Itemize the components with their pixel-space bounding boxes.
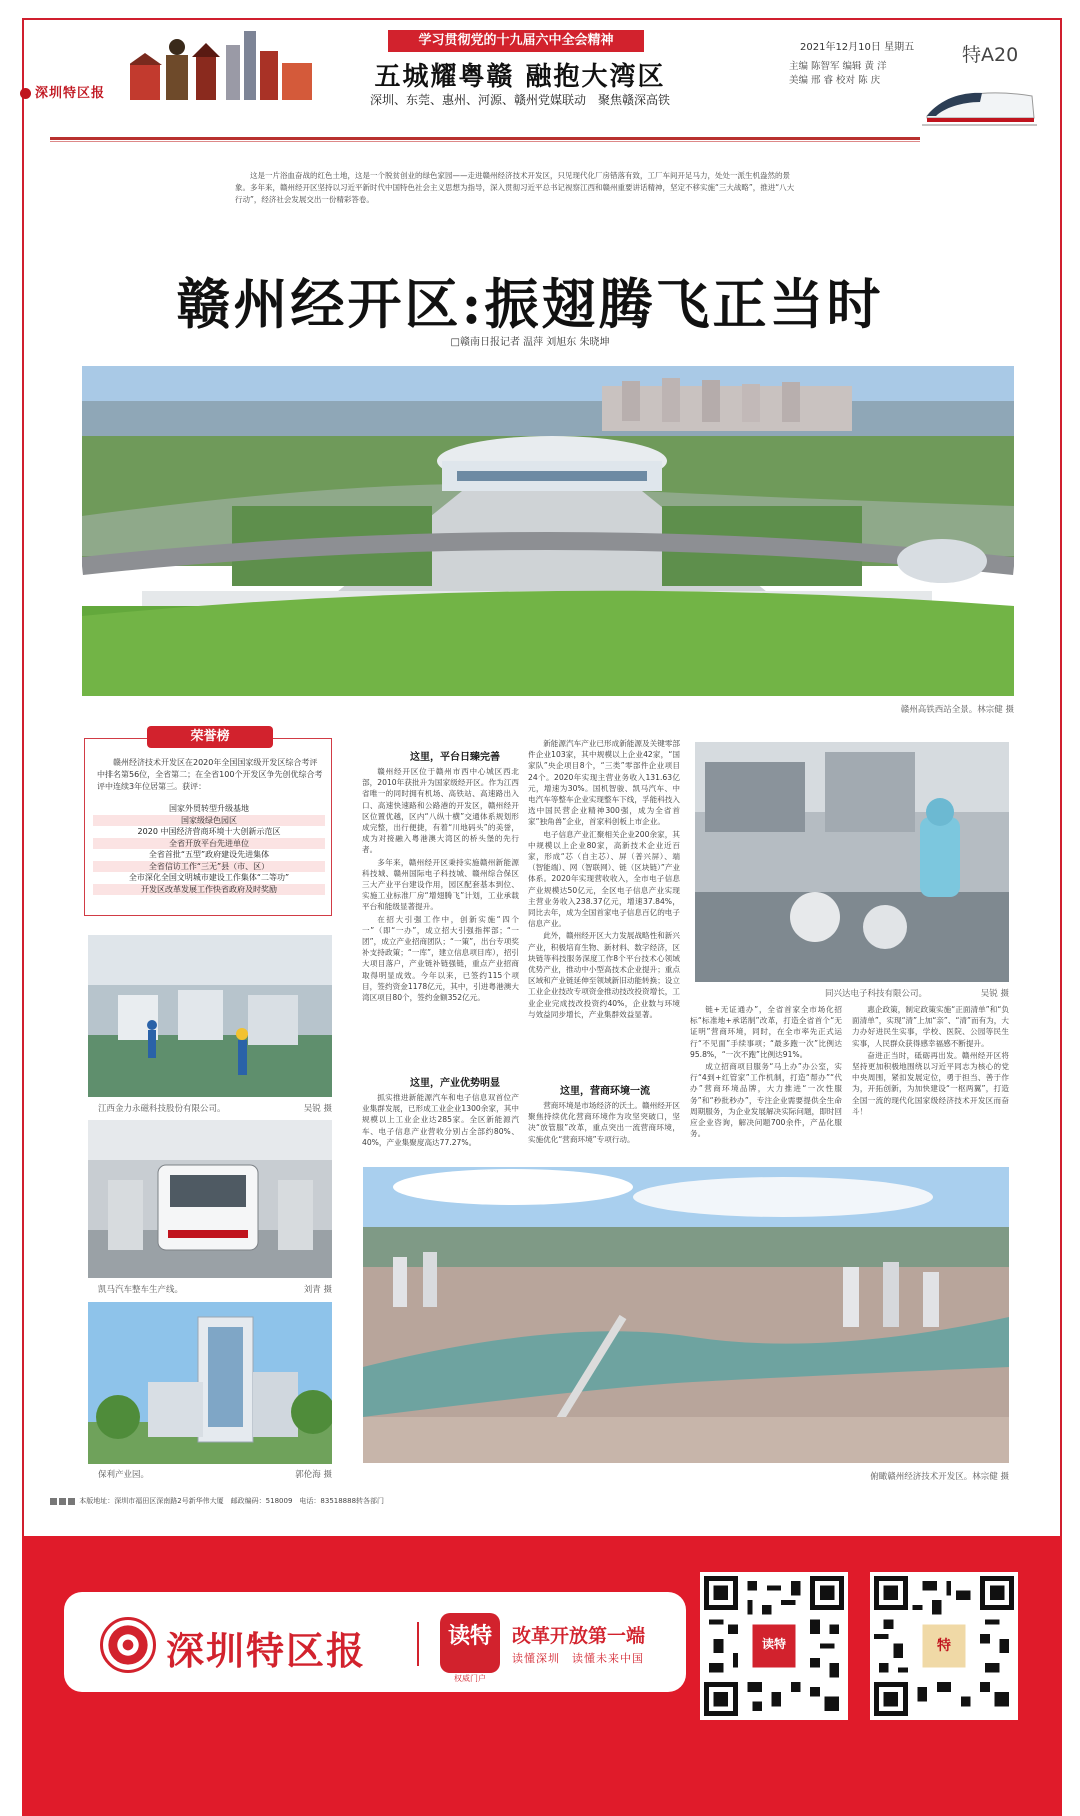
masthead-text: 深圳特区报 — [35, 86, 106, 101]
paragraph: 电子信息产业汇聚相关企业200余家，其中规模以上企业80家，高新技术企业近百家，形成“芯（自主芯）、屏（普兴屏）、端（智能端）、网（智联网）、链（区块链）”产业体系。2020年实现营收收入，全市电子信息产业规模达50亿元，全区电子信息产业实现主营业务收入238.37亿元，增速37.84%，同比去年，成为全国首家电子信息百亿的电子信息产业。 — [528, 829, 680, 929]
header-banner: 学习贯彻党的十九届六中全会精神 — [388, 30, 644, 52]
footer-address-text: 本版地址：深圳市福田区深南路2号新华伟大厦 邮政编码：518009 电话：83518888转各部门 — [79, 1497, 385, 1505]
building-photo-svg — [88, 1302, 332, 1464]
dute-app-badge-sub: 权威门户 — [454, 1674, 486, 1683]
paragraph: 多年来，赣州经开区秉持实施赣州新能源科技城、赣州国际电子科技城、赣州综合保区三大产业平台建设作用，园区配套基本到位、实施工业标准厂房“增翅腾飞”计划，工业承载平台和能级显著提升。 — [362, 857, 519, 912]
caption-factory1: 江西金力永磁科技股份有限公司。 — [98, 1104, 226, 1114]
editor-credits — [789, 60, 887, 88]
header-rule-thin — [50, 141, 920, 142]
honor-intro: 赣州经济技术开发区在2020年全国国家级开发区综合考评中排名第56位，全省第二；在全省100个开发区争先创优综合考评中连续3年位居第三。获评： — [97, 758, 323, 791]
text-column-2b — [528, 1100, 680, 1160]
honor-item: 国家级绿色园区 — [93, 815, 325, 827]
qr2-center-label: 特 — [937, 1638, 951, 1654]
city-skyline-icon — [130, 25, 315, 100]
caption-top-photo: 赣州高铁西站全景。林宗健 摄 — [900, 705, 1014, 715]
page-number: 特A20 — [962, 44, 1019, 66]
editors-line-2: 美编 邢 睿 校对 陈 庆 — [789, 75, 881, 86]
intro-paragraph: 这是一片浴血奋战的红色土地，这是一个脱贫创业的绿色家园——走进赣州经济技术开发区，只见现代化厂房错落有致，工厂车间开足马力，处处一派生机盎然的景象。多年来，赣州经开区坚持以习近平新时代中国特色社会主义思想为指导，深入贯彻习近平总书记视察江西和赣州重要讲话精神，坚定不移实施“三大战略”，推进“八大行动”，经济社会发展交出一份精彩答卷。 — [235, 171, 795, 204]
car-line-photo-svg — [88, 1120, 332, 1278]
honor-item: 开发区改革发展工作快省政府及时奖励 — [93, 884, 325, 896]
footer-address — [50, 1495, 1036, 1507]
section-heading-industry: 这里，产业优势明显 — [410, 1078, 500, 1089]
caption-lab: 同兴达电子科技有限公司。 — [825, 989, 928, 999]
ad-brand-name: 深圳特区报 — [166, 1628, 367, 1673]
car-line-photo — [88, 1120, 332, 1278]
factory-photo-svg — [88, 935, 332, 1097]
caption-aerial: 俯瞰赣州经济技术开发区。林宗健 摄 — [870, 1472, 1009, 1482]
paragraph: 新能源汽车产业已形成新能源及关键零部件企业103家，其中规模以上企业42家，“国家队”央企项目8个，“三类”零部件企业项目24个。2020年实现主营业务收入131.63亿元，增速为30%。国机智骏、凯马汽车、中电汽车等整车企业实现整车下线，孚能科技入选中国民营企业精神300强，成为全省首家“独角兽”企业，首家科创板上市企业。 — [528, 739, 680, 827]
honor-item: 全市深化全国文明城市建设工作集体“二等功” — [128, 873, 290, 882]
lab-photo-svg — [695, 742, 1009, 982]
paragraph: 赣州经开区位于赣州市西中心城区西北部，2010年获批升为国家级经开区。作为江西省唯一的同时拥有机场、高铁站、高速路出入口、高速快速路和公路港的开发区，赣州经开区位置优越，区内“八纵十横”交通体系规划形成完整，出行便捷，有着“川地码头”的美誉，成为对接融入粤港澳大湾区的桥头堡的先行者。 — [362, 767, 519, 855]
paragraph: 奋进正当时，砥砺再出发。赣州经开区将坚持更加积极地围绕以习近平同志为核心的党中央周围，紧扣发展定位，勇于担当、善于作为，开拓创新，为加快建设“一枢两翼”，打造全国一流的现代化国家级经济技术开发区而奋斗！ — [852, 1050, 1009, 1116]
building-photo — [88, 1302, 332, 1464]
factory-photo — [88, 935, 332, 1097]
aerial-city-photo-svg — [363, 1167, 1009, 1463]
section-heading-platform: 这里，平台日臻完善 — [410, 752, 500, 763]
footer-square-icon — [50, 1498, 57, 1505]
ad-slogan: 改革开放第一端 — [512, 1625, 646, 1647]
caption-car-line-credit: 刘青 摄 — [303, 1285, 332, 1295]
honor-item: 全省首批“五型”政府建设先进集体 — [148, 850, 270, 859]
caption-factory1-credit: 吴锐 摄 — [303, 1104, 332, 1114]
high-speed-train-icon — [922, 78, 1037, 128]
paragraph: 在招大引强工作中，创新实施“四个一”（即“一办”，成立招大引强指挥部；“一团”，成立产业招商团队；“一策”，出台专项奖补支持政策；“一库”，建立信息项目库），招引大项目落户，产业链补链强链，重点产业招商取得明显成效。今年以来，已签约115个项目，签约资金1178亿元，其中，引进粤港澳大湾区项目80个，签约金额352亿元。 — [362, 914, 519, 1003]
paragraph: 链+无证通办”，全省首家全市场化招标“标准地+承诺制”改革，打造全省首个“无证明”营商环境，同时，在全市率先正式运行“不见面”手续事项；“最多跑一次”比例达95.8%，“一次不跑”比例达91%。 — [690, 1005, 842, 1059]
caption-building: 保利产业园。 — [98, 1470, 150, 1480]
station-panorama-svg — [82, 366, 1014, 696]
honor-item: 全省开放平台先进单位 — [93, 838, 325, 850]
paragraph: 惠企政策，制定政策实施“正面清单”和“负面清单”，实现“清”上加“亲”、“清”而有为，大力办好进民生实事，学校、医院、公园等民生实事，人民群众获得感幸福感不断提升。 — [852, 1005, 1009, 1048]
header-subtitle: 深圳、东莞、惠州、河源、赣州党媒联动 聚焦赣深高铁 — [369, 93, 670, 107]
issue-date: 2021年12月10日 星期五 — [800, 42, 915, 53]
headline: 赣州经开区:振翅腾飞正当时 — [176, 272, 884, 336]
honor-list — [93, 803, 325, 895]
ad-slogan-secondary: 读懂深圳 读懂未来中国 — [512, 1652, 644, 1665]
lab-photo — [695, 742, 1009, 982]
caption-lab-credit: 吴锐 摄 — [980, 989, 1009, 999]
byline: □赣南日报记者 温萍 刘旭东 朱晓坤 — [450, 337, 610, 348]
footer-square-icon — [68, 1498, 75, 1505]
ad-separator — [417, 1622, 419, 1666]
header-title: 五城耀粤赣 融抱大湾区 — [374, 62, 666, 92]
editors-line-1: 主编 陈智军 编辑 黄 洋 — [789, 61, 887, 72]
text-column-2 — [528, 738, 680, 1076]
text-column-1 — [362, 766, 519, 1068]
paragraph: 此外，赣州经开区大力发展战略性和新兴产业，积极培育生物、新材料、数字经济，区块链等科技服务深度工作8个平台技术心领域优势产业，推动中小型高技术企业提升；重点区域和产业链延伸至领域新旧动能转换；设立工业企业技改专项资金推动技改投资增长，工业企业完成技改投资约40%，企业数与环境与效益同步增长，产业集群效益显著。 — [528, 931, 680, 1019]
masthead-dot-icon — [20, 88, 31, 99]
brand-logo-icon — [100, 1617, 156, 1673]
honor-item: 国家外贸转型升级基地 — [169, 804, 249, 813]
honor-item: 全省信访工作“三无”县（市、区） — [93, 861, 325, 873]
paragraph: 抓实推进新能源汽车和电子信息双首位产业集群发展，已形成工业企业1300余家，其中规模以上工业企业达285家。全区新能源汽车、电子信息产业营收分别占全部约80%、40%，产业集聚度高达77.27%。 — [362, 1093, 519, 1147]
caption-car-line: 凯马汽车整车生产线。 — [98, 1285, 184, 1295]
qr-center-label: 读特 — [761, 1637, 786, 1651]
paragraph: 成立招商项目服务“马上办”办公室，实行“4到+红管家”工作机制，打造“帮办”“代办”营商环境品牌，大力推进“一次性服务”和“秒批秒办”，专注企业需要提供全生命周期服务，为企业发展解决实际问题，即时回应企业咨询，解决问题700余件，产品化服务。 — [690, 1062, 842, 1139]
honor-box — [84, 729, 332, 916]
dute-app-badge[interactable]: 读特 — [440, 1613, 500, 1673]
header-rule — [50, 137, 920, 140]
paragraph: 营商环境是市场经济的沃土。赣州经开区聚焦持续优化营商环境作为攻坚突破口，坚决“放管服”改革，重点突出一流营商环境，实施优化“营商环境”专项行动。 — [528, 1101, 680, 1144]
text-column-4 — [690, 1004, 842, 1162]
station-panorama-photo — [82, 366, 1014, 696]
footer-square-icon — [59, 1498, 66, 1505]
honor-tab: 荣誉榜 — [147, 726, 273, 748]
qr-code-sztqb[interactable] — [870, 1572, 1018, 1720]
text-column-1b — [362, 1092, 519, 1166]
qr-code-dute[interactable] — [700, 1572, 848, 1720]
honor-item: 2020 中国经济营商环境十大创新示范区 — [137, 827, 281, 836]
section-heading-business: 这里，营商环境一流 — [560, 1086, 650, 1097]
caption-building-credit: 郭伦海 摄 — [295, 1470, 332, 1480]
text-column-5 — [852, 1004, 1009, 1162]
aerial-city-photo — [363, 1167, 1009, 1463]
masthead-small — [20, 82, 105, 101]
